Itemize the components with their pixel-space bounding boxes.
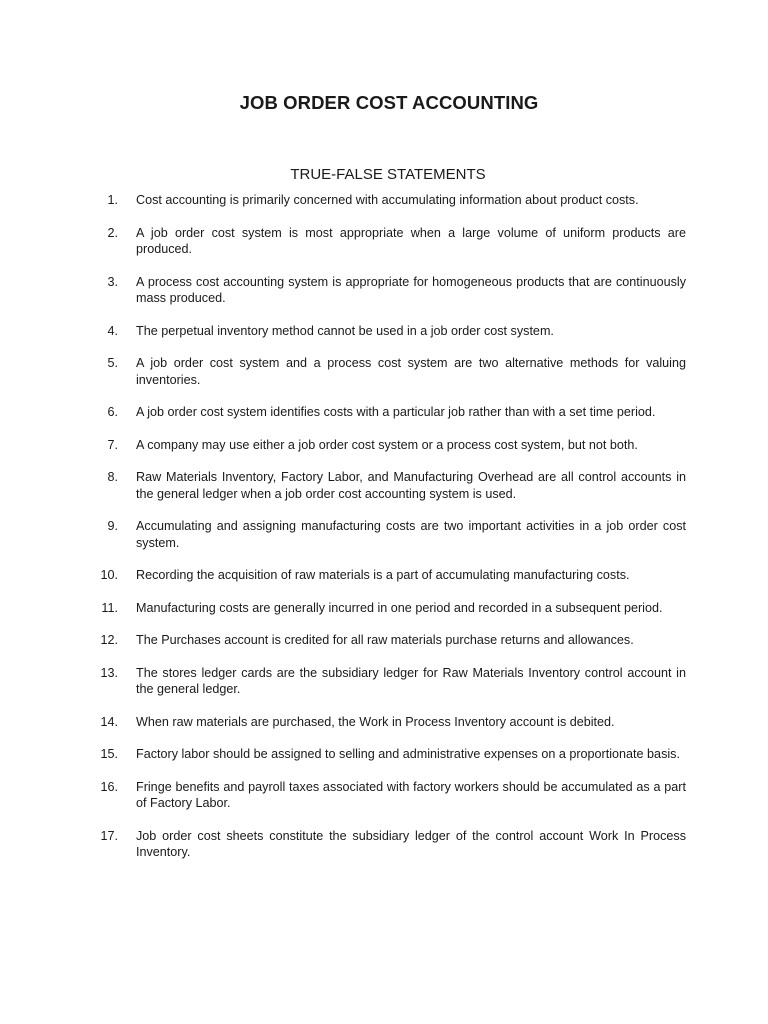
statement-number: 3. — [107, 274, 118, 289]
statement-item — [0, 274, 768, 307]
statement-number: 17. — [100, 828, 118, 843]
statement-number: 14. — [100, 714, 118, 729]
statement-number: 7. — [107, 437, 118, 452]
statement-text: Cost accounting is primarily concerned with accumulating information about product costs. — [136, 193, 639, 207]
statement-item — [0, 746, 768, 763]
statement-item — [0, 828, 768, 861]
statement-number: 13. — [100, 665, 118, 680]
statement-number: 15. — [100, 747, 118, 761]
statement-number: 9. — [107, 519, 118, 533]
section-title: TRUE-FALSE STATEMENTS — [290, 166, 486, 183]
statement-number: 5. — [107, 356, 118, 370]
statement-item — [0, 779, 768, 812]
statement-item — [0, 714, 768, 731]
statement-list — [0, 192, 768, 877]
statement-number: 2. — [107, 225, 118, 240]
statement-text: Job order cost sheets constitute the subsidiary ledger of the control account Work In Process Inventory. — [136, 828, 686, 859]
statement-item — [0, 600, 768, 617]
statement-text: A process cost accounting system is appropriate for homogeneous products that are continuously mass produced. — [136, 274, 686, 305]
statement-text: A company may use either a job order cost system or a process cost system, but not both. — [136, 437, 638, 452]
statement-text: A job order cost system and a process cost system are two alternative methods for valuing inventories. — [136, 356, 686, 387]
statement-item — [0, 518, 768, 551]
statement-text: When raw materials are purchased, the Work in Process Inventory account is debited. — [136, 714, 615, 729]
statement-text: Factory labor should be assigned to selling and administrative expenses on a proportionate basis. — [136, 747, 680, 761]
statement-item — [0, 323, 768, 340]
statement-item — [0, 404, 768, 421]
statement-item — [0, 355, 768, 388]
statement-item — [0, 192, 768, 209]
statement-item — [0, 469, 768, 502]
statement-number: 8. — [107, 470, 118, 484]
statement-text: Recording the acquisition of raw materials is a part of accumulating manufacturing costs. — [136, 568, 630, 582]
statement-number: 1. — [107, 193, 118, 207]
statement-text: The stores ledger cards are the subsidiary ledger for Raw Materials Inventory control account in the general ledger. — [136, 665, 686, 696]
statement-number: 10. — [100, 568, 118, 582]
statement-item — [0, 665, 768, 698]
statement-text: Raw Materials Inventory, Factory Labor, and Manufacturing Overhead are all control accounts in the general ledger when a job order cost accounting system is used. — [136, 470, 686, 501]
statement-number: 12. — [100, 633, 118, 647]
statement-text: A job order cost system is most appropriate when a large volume of uniform products are produced. — [136, 225, 686, 256]
statement-number: 4. — [107, 323, 118, 338]
statement-text: Manufacturing costs are generally incurred in one period and recorded in a subsequent period. — [136, 600, 663, 615]
statement-text: Accumulating and assigning manufacturing costs are two important activities in a job order cost system. — [136, 519, 686, 550]
statement-text: Fringe benefits and payroll taxes associated with factory workers should be accumulated as a part of Factory Labor. — [136, 779, 686, 810]
statement-item — [0, 632, 768, 649]
statement-item — [0, 567, 768, 584]
statement-item — [0, 437, 768, 454]
document-title: JOB ORDER COST ACCOUNTING — [239, 92, 539, 113]
statement-number: 6. — [107, 405, 118, 419]
statement-text: A job order cost system identifies costs with a particular job rather than with a set time period. — [136, 405, 656, 419]
statement-item — [0, 225, 768, 258]
statement-number: 11. — [101, 600, 118, 615]
statement-text: The Purchases account is credited for all raw materials purchase returns and allowances. — [136, 633, 634, 647]
statement-number: 16. — [100, 779, 118, 794]
statement-text: The perpetual inventory method cannot be used in a job order cost system. — [136, 323, 554, 338]
